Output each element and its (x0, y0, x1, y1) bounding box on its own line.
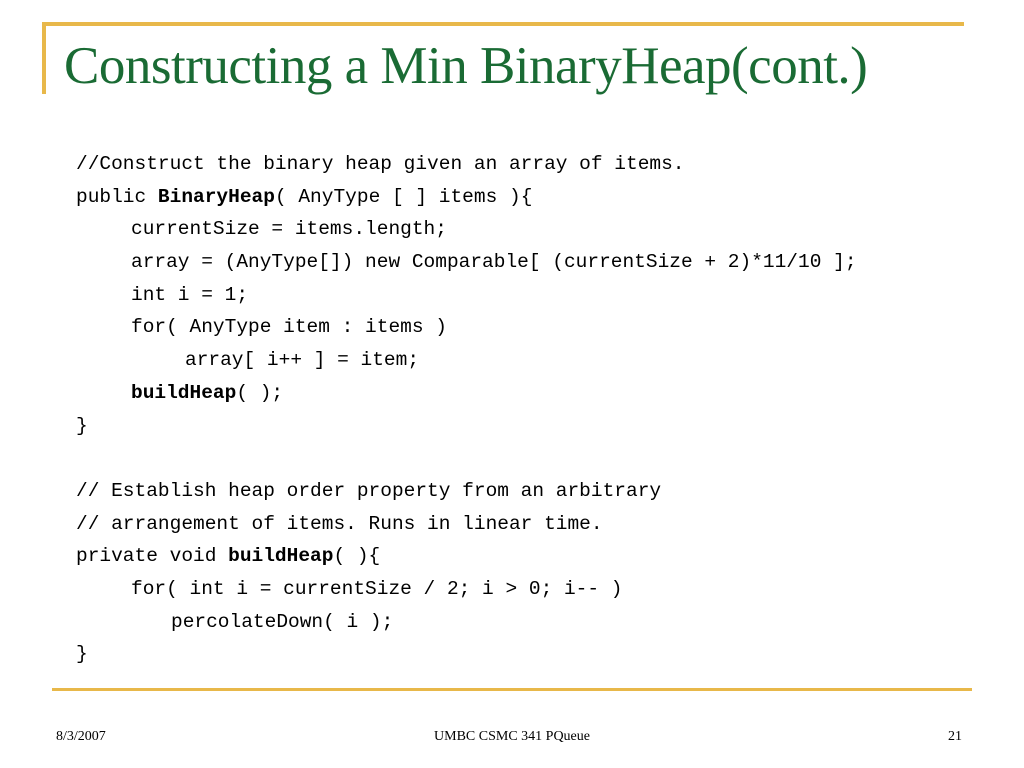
code-text: // arrangement of items. Runs in linear time. (76, 512, 603, 535)
code-line (0, 246, 1024, 279)
code-line (0, 311, 1024, 344)
code-text: currentSize = items.length; (131, 218, 447, 241)
code-identifier-bold: buildHeap (228, 545, 334, 568)
code-line (0, 279, 1024, 312)
code-text: percolateDown( i ); (171, 610, 394, 633)
code-line (0, 442, 1024, 475)
code-line (0, 181, 1024, 214)
code-line (0, 606, 1024, 639)
code-line (0, 410, 1024, 443)
code-text: private void (76, 545, 229, 568)
code-text: // Establish heap order property from an arbitrary (76, 479, 662, 502)
code-block (0, 148, 1024, 671)
code-text: ( ); (236, 381, 284, 404)
footer-date: 8/3/2007 (56, 729, 106, 744)
code-text: } (76, 643, 88, 666)
code-line (0, 573, 1024, 606)
code-text: array[ i++ ] = item; (185, 349, 420, 372)
code-text: ( ){ (333, 545, 381, 568)
code-text: ( AnyType [ ] items ){ (274, 185, 533, 208)
code-text: for( AnyType item : items ) (131, 316, 447, 339)
code-text: for( int i = currentSize / 2; i > 0; i-- ) (131, 577, 623, 600)
decorative-left-bar (42, 22, 46, 94)
slide-title: Constructing a Min BinaryHeap(cont.) (64, 37, 868, 95)
code-line (0, 344, 1024, 377)
code-text: array = (AnyType[]) new Comparable[ (currentSize + 2)*11/10 ]; (131, 251, 857, 274)
code-text: } (76, 414, 88, 437)
code-identifier-bold: BinaryHeap (157, 185, 275, 208)
code-identifier-bold: buildHeap (131, 381, 237, 404)
code-line (0, 148, 1024, 181)
footer-course-label: UMBC CSMC 341 PQueue (434, 729, 590, 744)
code-line (0, 213, 1024, 246)
code-line (0, 475, 1024, 508)
code-text: int i = 1; (131, 283, 249, 306)
code-line (0, 377, 1024, 410)
footer-page-number: 21 (948, 729, 962, 744)
code-line (0, 540, 1024, 573)
code-text: public (76, 185, 158, 208)
code-line (0, 508, 1024, 541)
code-line (0, 638, 1024, 671)
footer-divider (52, 688, 972, 691)
code-text: //Construct the binary heap given an array of items. (76, 153, 685, 175)
decorative-top-bar (42, 22, 964, 26)
